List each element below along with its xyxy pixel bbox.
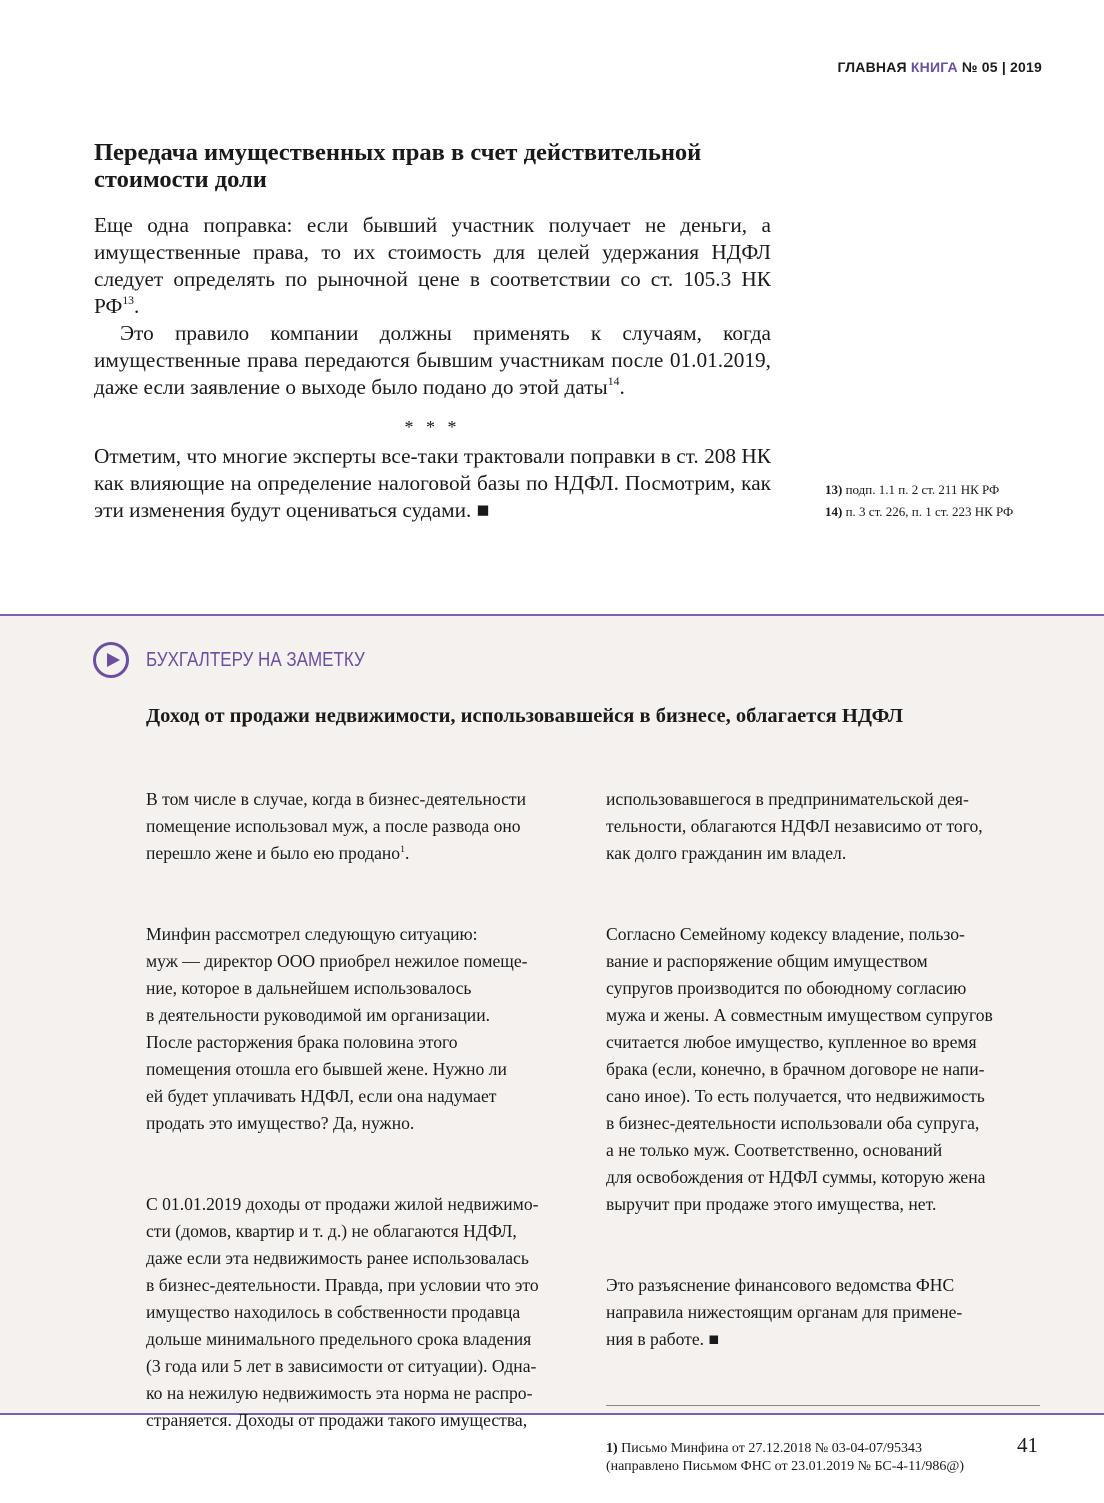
paragraph: Это правило компании должны применять к случаям, когда имущественные права передаются бывшим участникам после 01.01.2019, даже если заявление о выходе было подано до этой даты$^{14}$. (94, 321, 771, 399)
paragraph: Еще одна поправка: если бывший участник получает не деньги, а имущественные права, то их стоимость для целей удержания НДФЛ следует определять по рыночной цене в соответствии со ст. 105.3 НК РФ$^{13}$. (94, 213, 771, 318)
play-icon (93, 642, 129, 678)
paragraph-text: Еще одна поправка: если бывший участник получает не деньги, а имущественные права, то их стоимость для целей удержания НДФЛ следует определять по рыночной цене в соответствии со ст. 105.3 НК РФ (94, 213, 771, 318)
sidebar-columns (146, 759, 1046, 1503)
paragraph-text: Это правило компании должны применять к случаям, когда имущественные права передаются бывшим участникам после 01.01.2019, даже если заявление о выходе было подано до этой даты (94, 321, 771, 399)
footnote-number: 13) (825, 482, 843, 497)
magazine-name: ГЛАВНАЯ (837, 59, 907, 75)
paragraph: Минфин рассмотрел следующую ситуацию: муж — директор ООО приобрел нежилое помеще- ние, которое в дальнейшем использовалось в деятельности руководимой им организации. После расторжения брака половина этого помещения отошла его бывшей жене. Нужно ли ей будет уплачивать НДФЛ, если она надумает продать это имущество? Да, нужно. (146, 924, 528, 1133)
footnote-divider (606, 1405, 1040, 1406)
sidebar-footnote (606, 1440, 1046, 1476)
footnotes (825, 481, 1045, 525)
footnote-text: (направлено Письмом ФНС от 23.01.2019 № БС-4-11/986@) (606, 1459, 964, 1474)
sidebar-heading: Доход от продажи недвижимости, использовавшейся в бизнесе, облагается НДФЛ (146, 705, 904, 727)
footnote-ref[interactable]: 1 (400, 843, 405, 855)
paragraph: С 01.01.2019 доходы от продажи жилой недвижимо- сти (домов, квартир и т. д.) не облагаются НДФЛ, даже если эта недвижимость ранее использовалась в бизнес-деятельности. Правда, при условии что это имущество находилось в собственности продавца дольше минимального предельного срока владения (3 года или 5 лет в зависимости от ситуации). Одна- ко на нежилую недвижимость эта норма не распро- страняется. Доходы от продажи такого имущества, (146, 1194, 539, 1430)
sidebar-left-column (146, 759, 586, 1503)
paragraph: В том числе в случае, когда в бизнес-деятельности помещение использовал муж, а после развода оно перешло жене и было ею продано$^1$. (146, 789, 527, 863)
footnote-number: 1) (606, 1441, 618, 1456)
paragraph: Согласно Семейному кодексу владение, пользо- вание и распоряжение общим имуществом супругов производится по обоюдному согласию мужа и жены. А совместным имуществом супругов считается любое имущество, купленное во время брака (если, конечно, в брачном договоре не напи- сано иное). То есть получается, что недвижимость в бизнес-деятельности использовали оба супруга, а не только муж. Соответственно, оснований для освобождения от НДФЛ суммы, которую жена выручит при продаже этого имущества, нет. (606, 924, 993, 1214)
separator: * * * (404, 417, 461, 437)
running-header (837, 59, 1042, 75)
rubric-title: БУХГАЛТЕРУ НА ЗАМЕТКУ (146, 649, 365, 671)
sidebar-content (146, 703, 1046, 1503)
sidebar-right-column (606, 759, 1046, 1503)
paragraph: использовавшегося в предпринимательской дея- тельности, облагаются НДФЛ независимо от того, как долго гражданин им владел. (606, 789, 983, 863)
footnote-ref[interactable]: 14 (607, 375, 620, 389)
article-body (94, 212, 771, 401)
footnote (825, 481, 1045, 498)
magazine-name-accent: КНИГА (910, 59, 958, 75)
paragraph: Это разъяснение финансового ведомства ФНС направила нижестоящим органам для примене- ния в работе. ■ (606, 1275, 963, 1349)
footnote-number: 14) (825, 504, 843, 519)
footnote-ref[interactable]: 13 (122, 294, 135, 308)
footnote (825, 503, 1045, 520)
footnote-text: п. 3 ст. 226, п. 1 ст. 223 НК РФ (845, 504, 1014, 519)
article (94, 139, 771, 524)
conclusion: Отметим, что многие эксперты все-таки трактовали поправки в ст. 208 НК как влияющие на определение налоговой базы по НДФЛ. Посмотрим, как эти изменения будут оцениваться судами. ■ (94, 444, 771, 522)
footnote-text: подп. 1.1 п. 2 ст. 211 НК РФ (845, 482, 1000, 497)
section-heading: Передача имущественных прав в счет действительной стоимости доли (94, 139, 702, 193)
issue-number: № 05 | 2019 (961, 59, 1042, 75)
footnote-text: Письмо Минфина от 27.12.2018 № 03-04-07/95343 (621, 1441, 922, 1456)
paragraph-text: В том числе в случае, когда в бизнес-деятельности помещение использовал муж, а после развода оно перешло жене и было ею продано (146, 789, 527, 863)
page-number: 41 (1017, 1433, 1038, 1457)
